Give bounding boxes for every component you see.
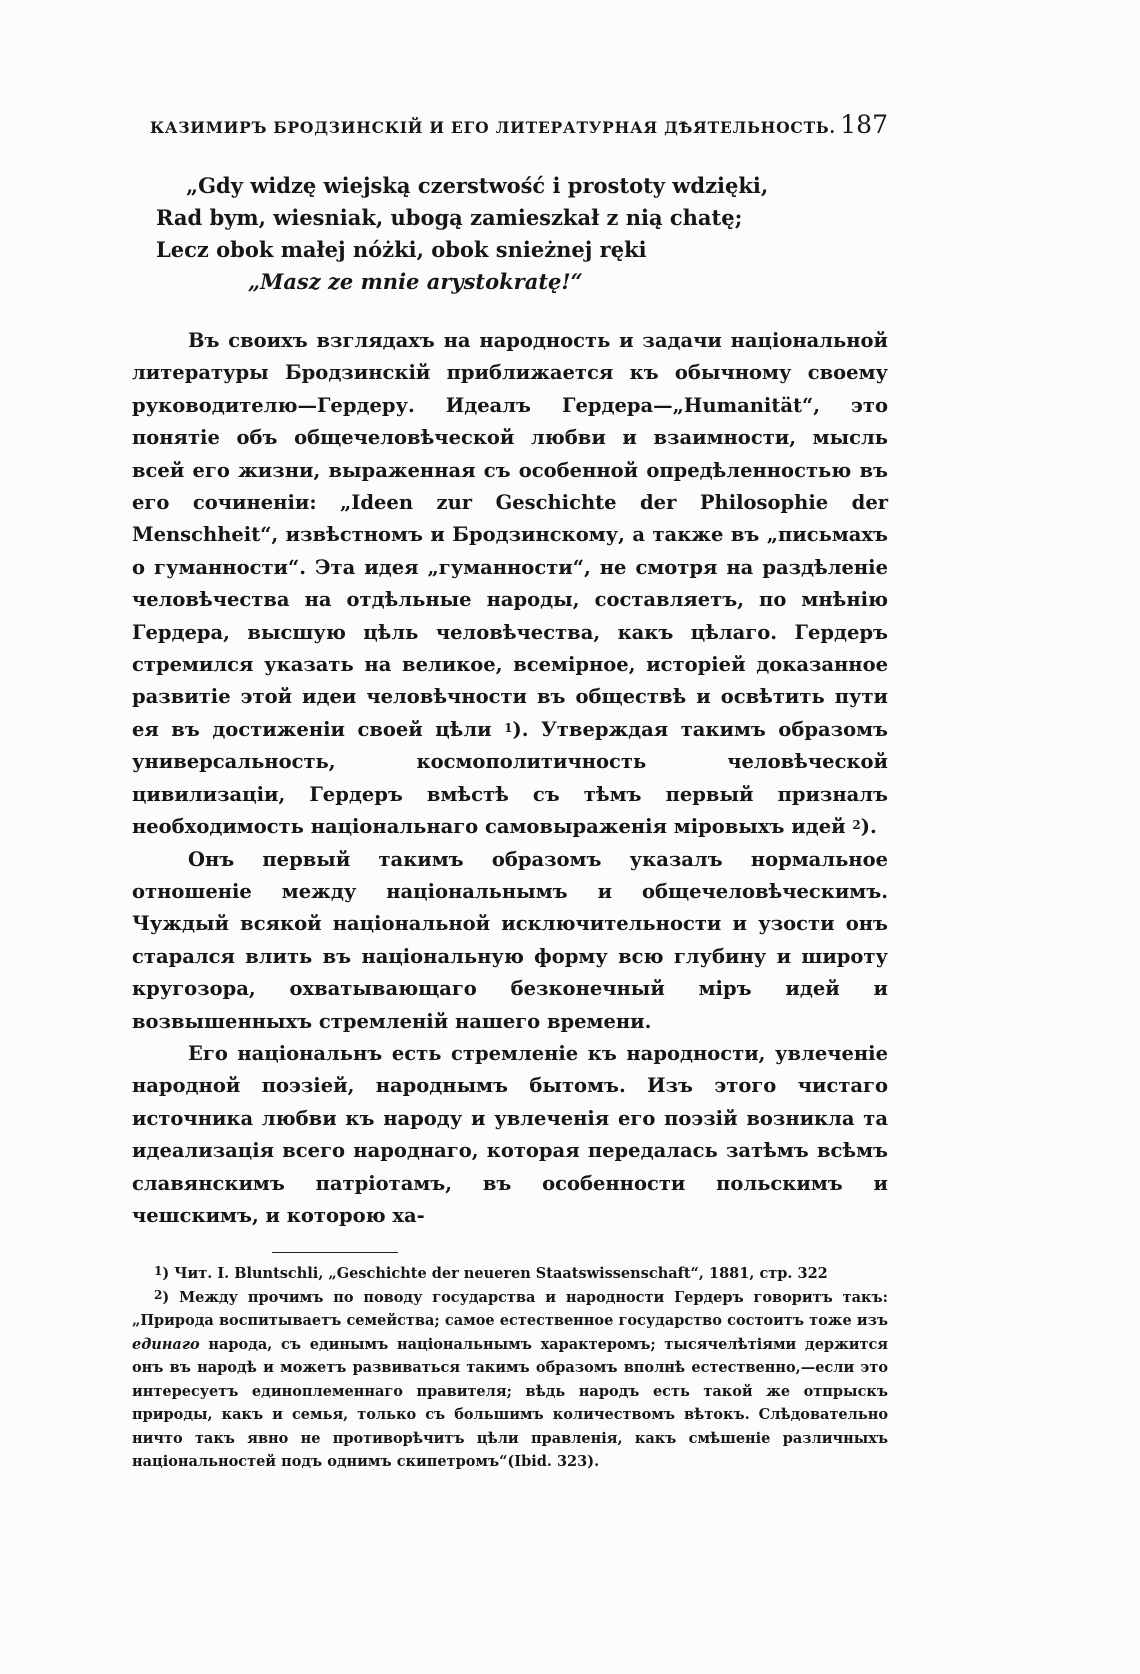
- footnote-2: [132, 1286, 888, 1474]
- paragraph-1-part-c: ).: [860, 815, 877, 839]
- footnote-1-marker: 1: [154, 1264, 163, 1278]
- paragraph-1: [132, 325, 888, 844]
- footnote-2-text-b: народа, съ единымъ національнымъ характеромъ; тысячелѣтіями держится онъ въ народѣ и можетъ развиваться такимъ образомъ вполнѣ естественно,—если это интересуетъ единоплеменнаго правителя; вѣдь народъ есть такой же отпрыскъ природы, какъ и семья, только съ большимъ количествомъ вѣтокъ. Слѣдовательно ничто такъ явно не противорѣчитъ цѣли правленія, какъ смѣшеніе различныхъ національностей подъ однимъ скипетромъ“(Ibid. 323).: [132, 1335, 888, 1470]
- footnotes: [132, 1262, 888, 1474]
- main-text: [132, 325, 888, 1232]
- poem-line-1: „Gdy widzę wiejską czerstwość i prostoty wdzięki,: [186, 173, 769, 198]
- footnote-1-text: ) Чит. I. Bluntschli, „Geschichte der neueren Staatswissenschaft“, 1881, стр. 322: [162, 1265, 828, 1282]
- footnote-2-text-a: ) Между прочимъ по поводу государства и народности Гердеръ говоритъ такъ: „Природа воспитываетъ семейства; самое естественное государство состоитъ тоже изъ: [132, 1288, 888, 1329]
- page-header: [150, 110, 888, 144]
- footnote-ref-1: 1: [504, 720, 513, 735]
- footnote-1: [132, 1262, 888, 1286]
- footnote-2-italic: единаго: [132, 1335, 200, 1353]
- poem-line-3: Lecz obok małej nóżki, obok snieżnej ręki: [156, 237, 647, 262]
- footnote-2-marker: 2: [154, 1287, 163, 1302]
- running-title: КАЗИМИРЪ БРОДЗИНСКІЙ И ЕГО ЛИТЕРАТУРНАЯ ДѢЯТЕЛЬНОСТЬ.: [150, 118, 836, 137]
- footnote-divider: [272, 1252, 398, 1253]
- poem-line-2: Rad bym, wiesniak, ubogą zamieszkał z nią chatę;: [156, 205, 743, 230]
- paragraph-1-part-a: Въ своихъ взглядахъ на народность и задачи національной литературы Бродзинскій приближается къ обычному своему руководителю—Гердеру. Идеалъ Гердера—„Humanität“, это понятіе объ общечеловѣческой любви и взаимности, мысль всей его жизни, выраженная съ особенной опредѣленностью въ его сочиненіи: „Ideen zur Geschichte der Philosophie der Menschheit“, извѣстномъ и Бродзинскому, а также въ „письмахъ о гуманности“. Эта идея „гуманности“, не смотря на раздѣленіе человѣчества на отдѣльные народы, составляетъ, по мнѣнію Гердера, высшую цѣль человѣчества, какъ цѣлаго. Гердеръ стремился указать на великое, всемірное, исторіей доказанное развитіе этой идеи человѣчности въ обществѣ и освѣтить пути ея въ достиженіи своей цѣли: [132, 329, 888, 741]
- poem-line-4: „Masz ze mnie arystokratę!“: [248, 269, 583, 294]
- paragraph-2: Онъ первый такимъ образомъ указалъ нормальное отношеніе между національнымъ и общечеловѣческимъ. Чуждый всякой національной исключительности и узости онъ старался влить въ національную форму всю глубину и широту кругозора, охватывающаго безконечный міръ идей и возвышенныхъ стремленій нашего времени.: [132, 847, 888, 1033]
- poem-quote: [156, 170, 886, 298]
- footnote-ref-2: 2: [852, 818, 861, 833]
- paragraph-1-part-b: ). Утверждая такимъ образомъ универсальность, космополитичность человѣческой цивилизаціи, Гердеръ вмѣстѣ съ тѣмъ первый призналъ необходимость національнаго самовыраженія міровыхъ идей: [132, 717, 888, 839]
- page-number: 187: [840, 110, 888, 139]
- paragraph-3: Его національнъ есть стремленіе къ народности, увлеченіе народной поэзіей, народнымъ бытомъ. Изъ этого чистаго источника любви къ народу и увлеченія его поэзій возникла та идеализація всего народнаго, которая передалась затѣмъ всѣмъ славянскимъ патріотамъ, въ особенности польскимъ и чешскимъ, и которою ха-: [132, 1041, 888, 1227]
